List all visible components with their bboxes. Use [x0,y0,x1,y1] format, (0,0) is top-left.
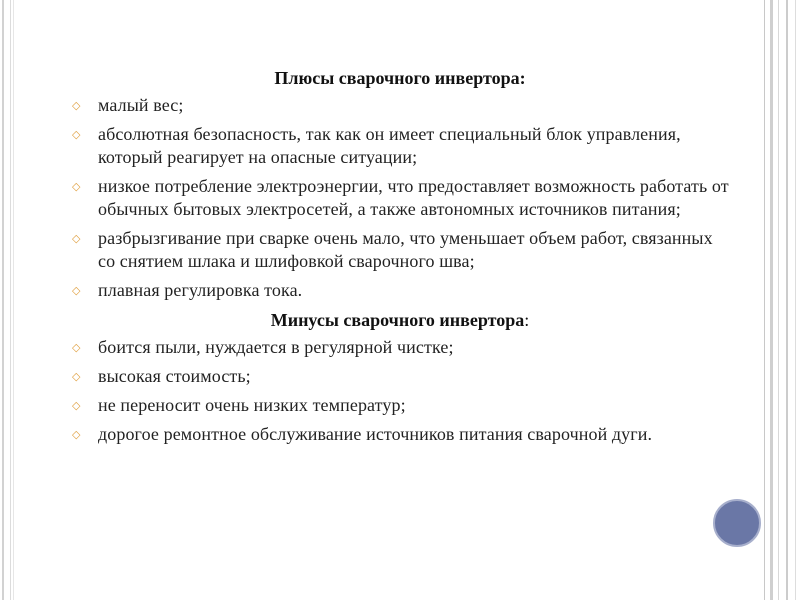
list-item-text: дорогое ремонтное обслуживание источников питания сварочной дуги. [98,424,653,444]
pros-heading: Плюсы сварочного инвертора: [274,68,526,88]
right-border-line [795,0,796,600]
bullet-icon: ◇ [72,370,81,383]
list-item [70,423,730,446]
cons-heading [70,308,730,332]
right-border-line [778,0,779,600]
bullet-icon: ◇ [72,99,81,112]
left-border-line [13,0,14,600]
decorative-circle-icon [713,499,761,547]
bullet-icon: ◇ [72,341,81,354]
list-item [70,279,730,302]
bullet-icon: ◇ [72,399,81,412]
right-border-line [764,0,765,600]
bullet-icon: ◇ [72,284,81,297]
pros-list [70,94,730,302]
right-border-line [786,0,788,600]
list-item-text: плавная регулировка тока. [98,280,303,300]
list-item [70,365,730,388]
list-item-text: не переносит очень низких температур; [98,395,406,415]
list-item-text: высокая стоимость; [98,366,251,386]
bullet-icon: ◇ [72,128,81,141]
cons-heading-colon: : [524,310,530,330]
list-item [70,336,730,359]
list-item [70,94,730,117]
slide-content [70,66,730,452]
list-item-text: низкое потребление электроэнергии, что предоставляет возможность работать от обычных бытовых электросетей, а также автономных источников питания; [98,176,729,219]
bullet-icon: ◇ [72,180,81,193]
list-item [70,227,730,273]
left-border-line [10,0,11,600]
list-item-text: абсолютная безопасность, так как он имеет специальный блок управления, который реагирует на опасные ситуации; [98,124,681,167]
cons-heading-text: Минусы сварочного инвертора [270,310,525,330]
list-item-text: малый вес; [98,95,184,115]
left-border-line [2,0,4,600]
list-item [70,394,730,417]
list-item [70,175,730,221]
list-item-text: разбрызгивание при сварке очень мало, что уменьшает объем работ, связанных со снятием шлака и шлифовкой сварочного шва; [98,228,713,271]
bullet-icon: ◇ [72,232,81,245]
cons-list [70,336,730,446]
list-item-text: боится пыли, нуждается в регулярной чистке; [98,337,454,357]
bullet-icon: ◇ [72,428,81,441]
list-item [70,123,730,169]
right-border-line [770,0,773,600]
